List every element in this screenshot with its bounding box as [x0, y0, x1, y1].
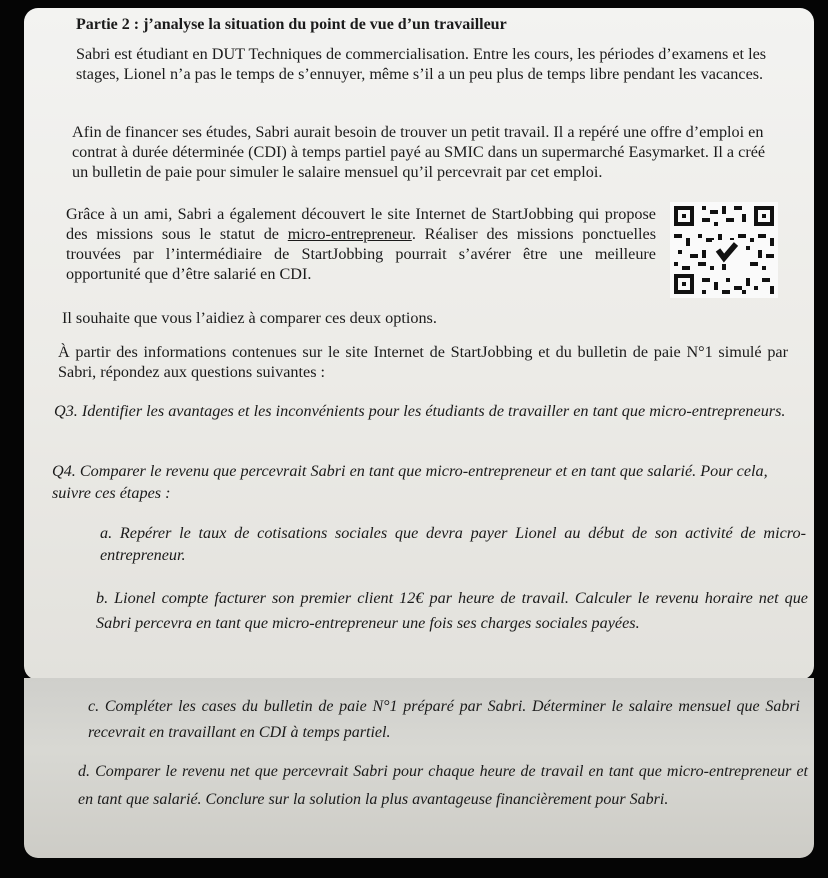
- paragraph-instructions: À partir des informations contenues sur le site Internet de StartJobbing et du bulletin de paie N°1 simulé par Sabri, répondez aux questions suivantes :: [58, 343, 788, 381]
- document-page: [24, 8, 814, 680]
- paragraph-startjobbing: [66, 204, 656, 284]
- paragraph-request: Il souhaite que vous l’aidiez à comparer ces deux options.: [62, 309, 437, 327]
- step-c: c. Compléter les cases du bulletin de paie N°1 préparé par Sabri. Déterminer le salaire mensuel que Sabri recevrait en travaillant en CDI à temps partiel.: [88, 698, 800, 741]
- step-d: d. Comparer le revenu net que percevrait Sabri pour chaque heure de travail en tant que micro-entrepreneur et en tant que salarié. Conclure sur la solution la plus avantageuse financièrement pour Sabri.: [78, 763, 808, 808]
- step-a: a. Repérer le taux de cotisations sociales que devra payer Lionel au début de son activité de micro-entrepreneur.: [100, 524, 806, 564]
- paragraph-intro: Sabri est étudiant en DUT Techniques de commercialisation. Entre les cours, les périodes d’examens et les stages, Lionel n’a pas le temps de s’ennuyer, même s’il a un peu plus de temps libre pendant les vacances.: [76, 45, 767, 83]
- document-page-lower: [24, 678, 814, 858]
- paragraph-text-start: Grâce à un ami, Sabri a également découvert le site Internet de StartJobbing qui propose des missions sous le statut de: [66, 205, 656, 243]
- step-b: b. Lionel compte facturer son premier client 12€ par heure de travail. Calculer le revenu horaire net que Sabri percevra en tant que micro-entrepreneur une fois ses charges sociales payées.: [96, 589, 808, 632]
- qr-code-icon[interactable]: [670, 202, 778, 298]
- paragraph-text-end: . Réaliser des missions ponctuelles trouvées par l’intermédiaire de StartJobbing pourrait s’avérer être une meilleure opportunité que d’être salarié en CDI.: [66, 225, 656, 283]
- question-q3: Q3. Identifier les avantages et les inconvénients pour les étudiants de travailler en tant que micro-entrepreneurs.: [54, 402, 786, 420]
- section-title: Partie 2 : j’analyse la situation du point de vue d’un travailleur: [76, 16, 507, 33]
- paragraph-job-offer: Afin de financer ses études, Sabri aurait besoin de trouver un petit travail. Il a repéré une offre d’emploi en contrat à durée déterminée (CDI) à temps partiel payé au SMIC dans un supermarché Easymarket. Il a créé un bulletin de paie pour simuler le salaire mensuel qu’il percevrait par cet emploi.: [72, 123, 766, 181]
- question-q4: Q4. Comparer le revenu que percevrait Sabri en tant que micro-entrepreneur et en tant que salarié. Pour cela, suivre ces étapes :: [52, 462, 768, 502]
- micro-entrepreneur-link[interactable]: micro-entrepreneur: [287, 225, 412, 243]
